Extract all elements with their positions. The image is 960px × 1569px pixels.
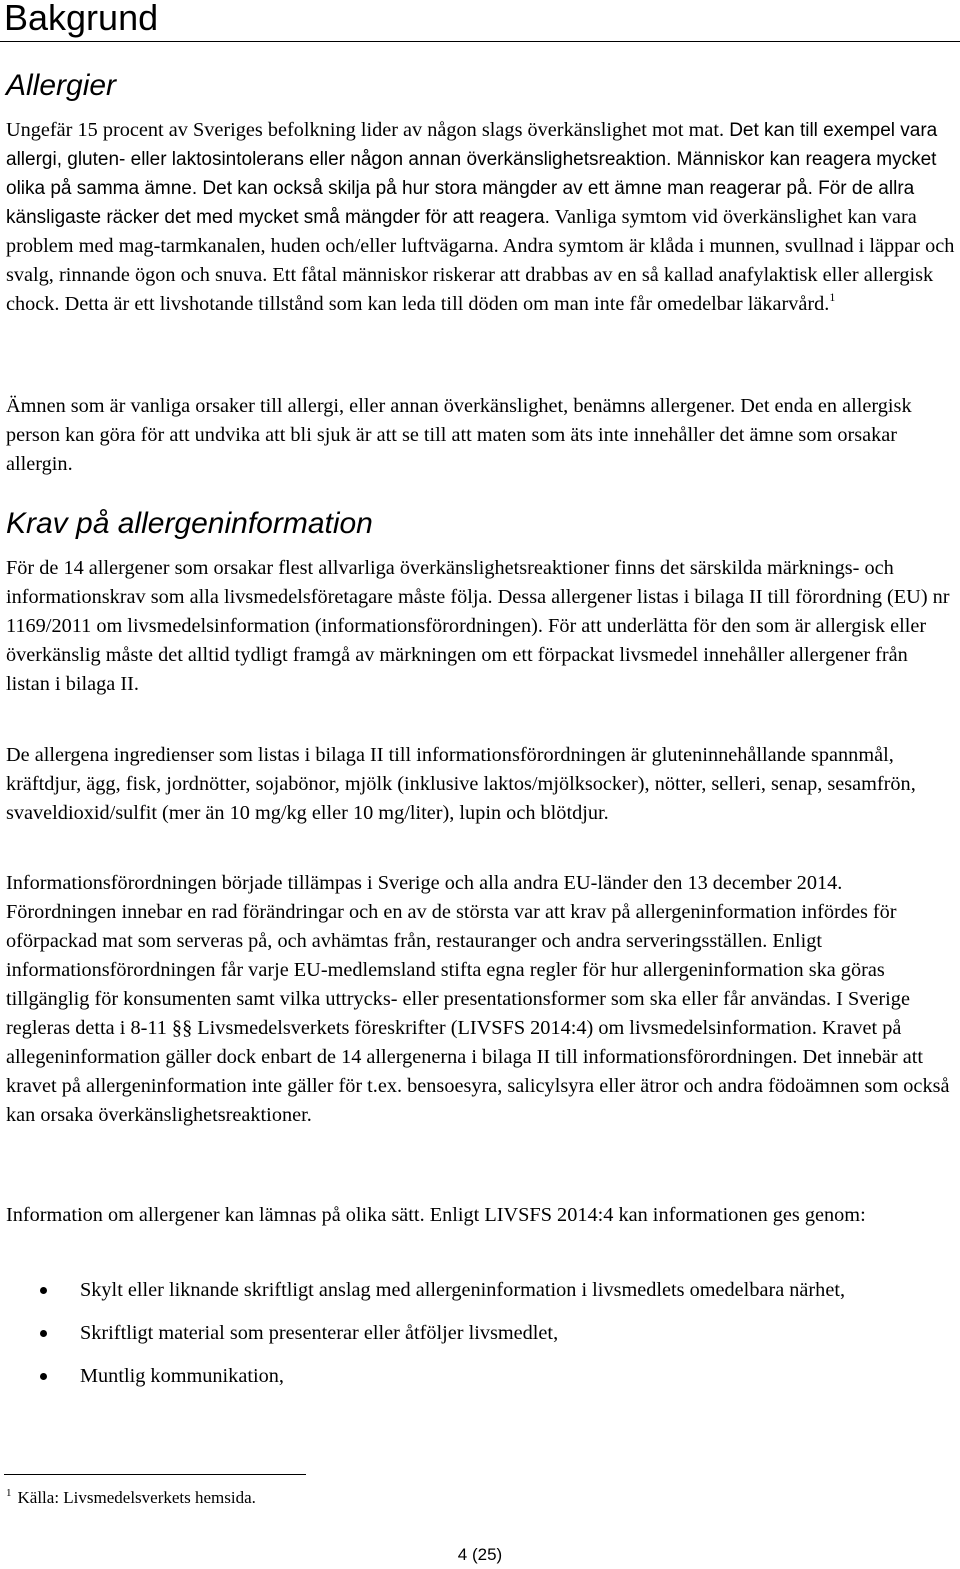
- list-item-text: Skylt eller liknande skriftligt anslag med allergeninformation i livsmedlets omedelbara närhet,: [80, 1279, 846, 1301]
- allergier-p1-sentence: Ungefär 15 procent av Sveriges befolkning lider av någon slags överkänslighet mot mat.: [6, 119, 725, 141]
- allergier-paragraph-2: Ämnen som är vanliga orsaker till allergi, eller annan överkänslighet, benämns allergener. Det enda en allergisk person kan göra för att undvika att bli sjuk är att se till att maten som äts inte innehåller det ämne som orsakar allergin.: [6, 395, 912, 475]
- list-item-text: Skriftligt material som presenterar eller åtföljer livsmedlet,: [80, 1322, 559, 1344]
- allergier-paragraph-1: [6, 116, 956, 319]
- allergier-p1-sans: Det kan till exempel vara allergi, gluten- eller laktosintolerans eller någon annan överkänslighetsreaktion. Människor kan reagera mycket olika på samma ämne. Det kan också skilja på hur stora mängder av ett ämne man reagerar på. För de allra känsligaste räcker det med mycket små mängder för att reagera.: [6, 120, 938, 228]
- footnote-number: 1: [6, 1487, 12, 1499]
- list-item: [0, 1362, 958, 1391]
- list-item: [0, 1276, 958, 1305]
- krav-paragraph-4: Information om allergener kan lämnas på olika sätt. Enligt LIVSFS 2014:4 kan informationen ges genom:: [6, 1204, 866, 1226]
- krav-paragraph-3: Informationsförordningen började tillämpas i Sverige och alla andra EU-länder den 13 december 2014. Förordningen innebar en rad förändringar och en av de största var att krav på allergeninformation infördes för oförpackad mat som serveras på, och avhämtas från, restauranger och andra serveringsställen. Enligt informationsförordningen får varje EU-medlemsland stifta egna regler för hur allergeninformation ska göras tillgänglig för konsumenten samt vilka uttrycks- eller presentationsformer som ska eller får användas. I Sverige regleras detta i 8-11 §§ Livsmedelsverkets föreskrifter (LIVSFS 2014:4) om livsmedelsinformation. Kravet på allegeninformation gäller dock enbart de 14 allergenerna i bilaga II till informationsförordningen. Det innebär att kravet på allergeninformation inte gäller för t.ex. bensoesyra, salicylsyra eller ätror och andra födoämnen som också kan orsaka överkänslighetsreaktioner.: [6, 872, 950, 1126]
- krav-paragraph-2: De allergena ingredienser som listas i bilaga II till informationsförordningen är gluteninnehållande spannmål, kräftdjur, ägg, fisk, jordnötter, sojabönor, mjölk (inklusive laktos/mjölksocker), nötter, selleri, senap, sesamfrön, svaveldioxid/sulfit (mer än 10 mg/kg eller 10 mg/liter), lupin och blötdjur.: [6, 744, 916, 824]
- footnote-rule: [4, 1474, 306, 1475]
- page-heading: Bakgrund: [4, 0, 159, 38]
- allergier-p1-rest: Vanliga symtom vid överkänslighet kan vara problem med mag-tarmkanalen, huden och/eller luftvägarna. Andra symtom är klåda i munnen, svullnad i läppar och svalg, rinnande ögon och snuva. Ett fåtal människor riskerar att drabbas av en så kallad anafylaktisk eller allergisk chock. Detta är ett livshotande tillstånd som kan leda till döden om man inte får omedelbar läkarvård.: [6, 206, 955, 315]
- list-item-text: Muntlig kommunikation,: [80, 1365, 284, 1387]
- bullet-icon: [40, 1287, 47, 1294]
- information-methods-list: [0, 1276, 958, 1391]
- list-item: [0, 1319, 958, 1348]
- page-number: 4 (25): [457, 1545, 503, 1564]
- footnote-reference[interactable]: 1: [829, 290, 836, 304]
- section-title-krav: Krav på allergeninformation: [6, 507, 373, 540]
- bullet-icon: [40, 1330, 47, 1337]
- krav-paragraph-1: För de 14 allergener som orsakar flest allvarliga överkänslighetsreaktioner finns det särskilda märknings- och informationskrav som alla livsmedelsföretagare måste följa. Dessa allergener listas i bilaga II till förordning (EU) nr 1169/2011 om livsmedelsinformation (informationsförordningen). För att underlätta för den som är allergisk eller överkänslig måste det alltid tydligt framgå av märkningen om ett förpackat livsmedel innehåller allergener från listan i bilaga II.: [6, 557, 950, 695]
- bullet-icon: [40, 1373, 47, 1380]
- heading-rule: [0, 41, 960, 42]
- section-title-allergier: Allergier: [6, 69, 117, 102]
- footnote-text: Källa: Livsmedelsverkets hemsida.: [17, 1488, 256, 1507]
- footnote: [6, 1486, 256, 1510]
